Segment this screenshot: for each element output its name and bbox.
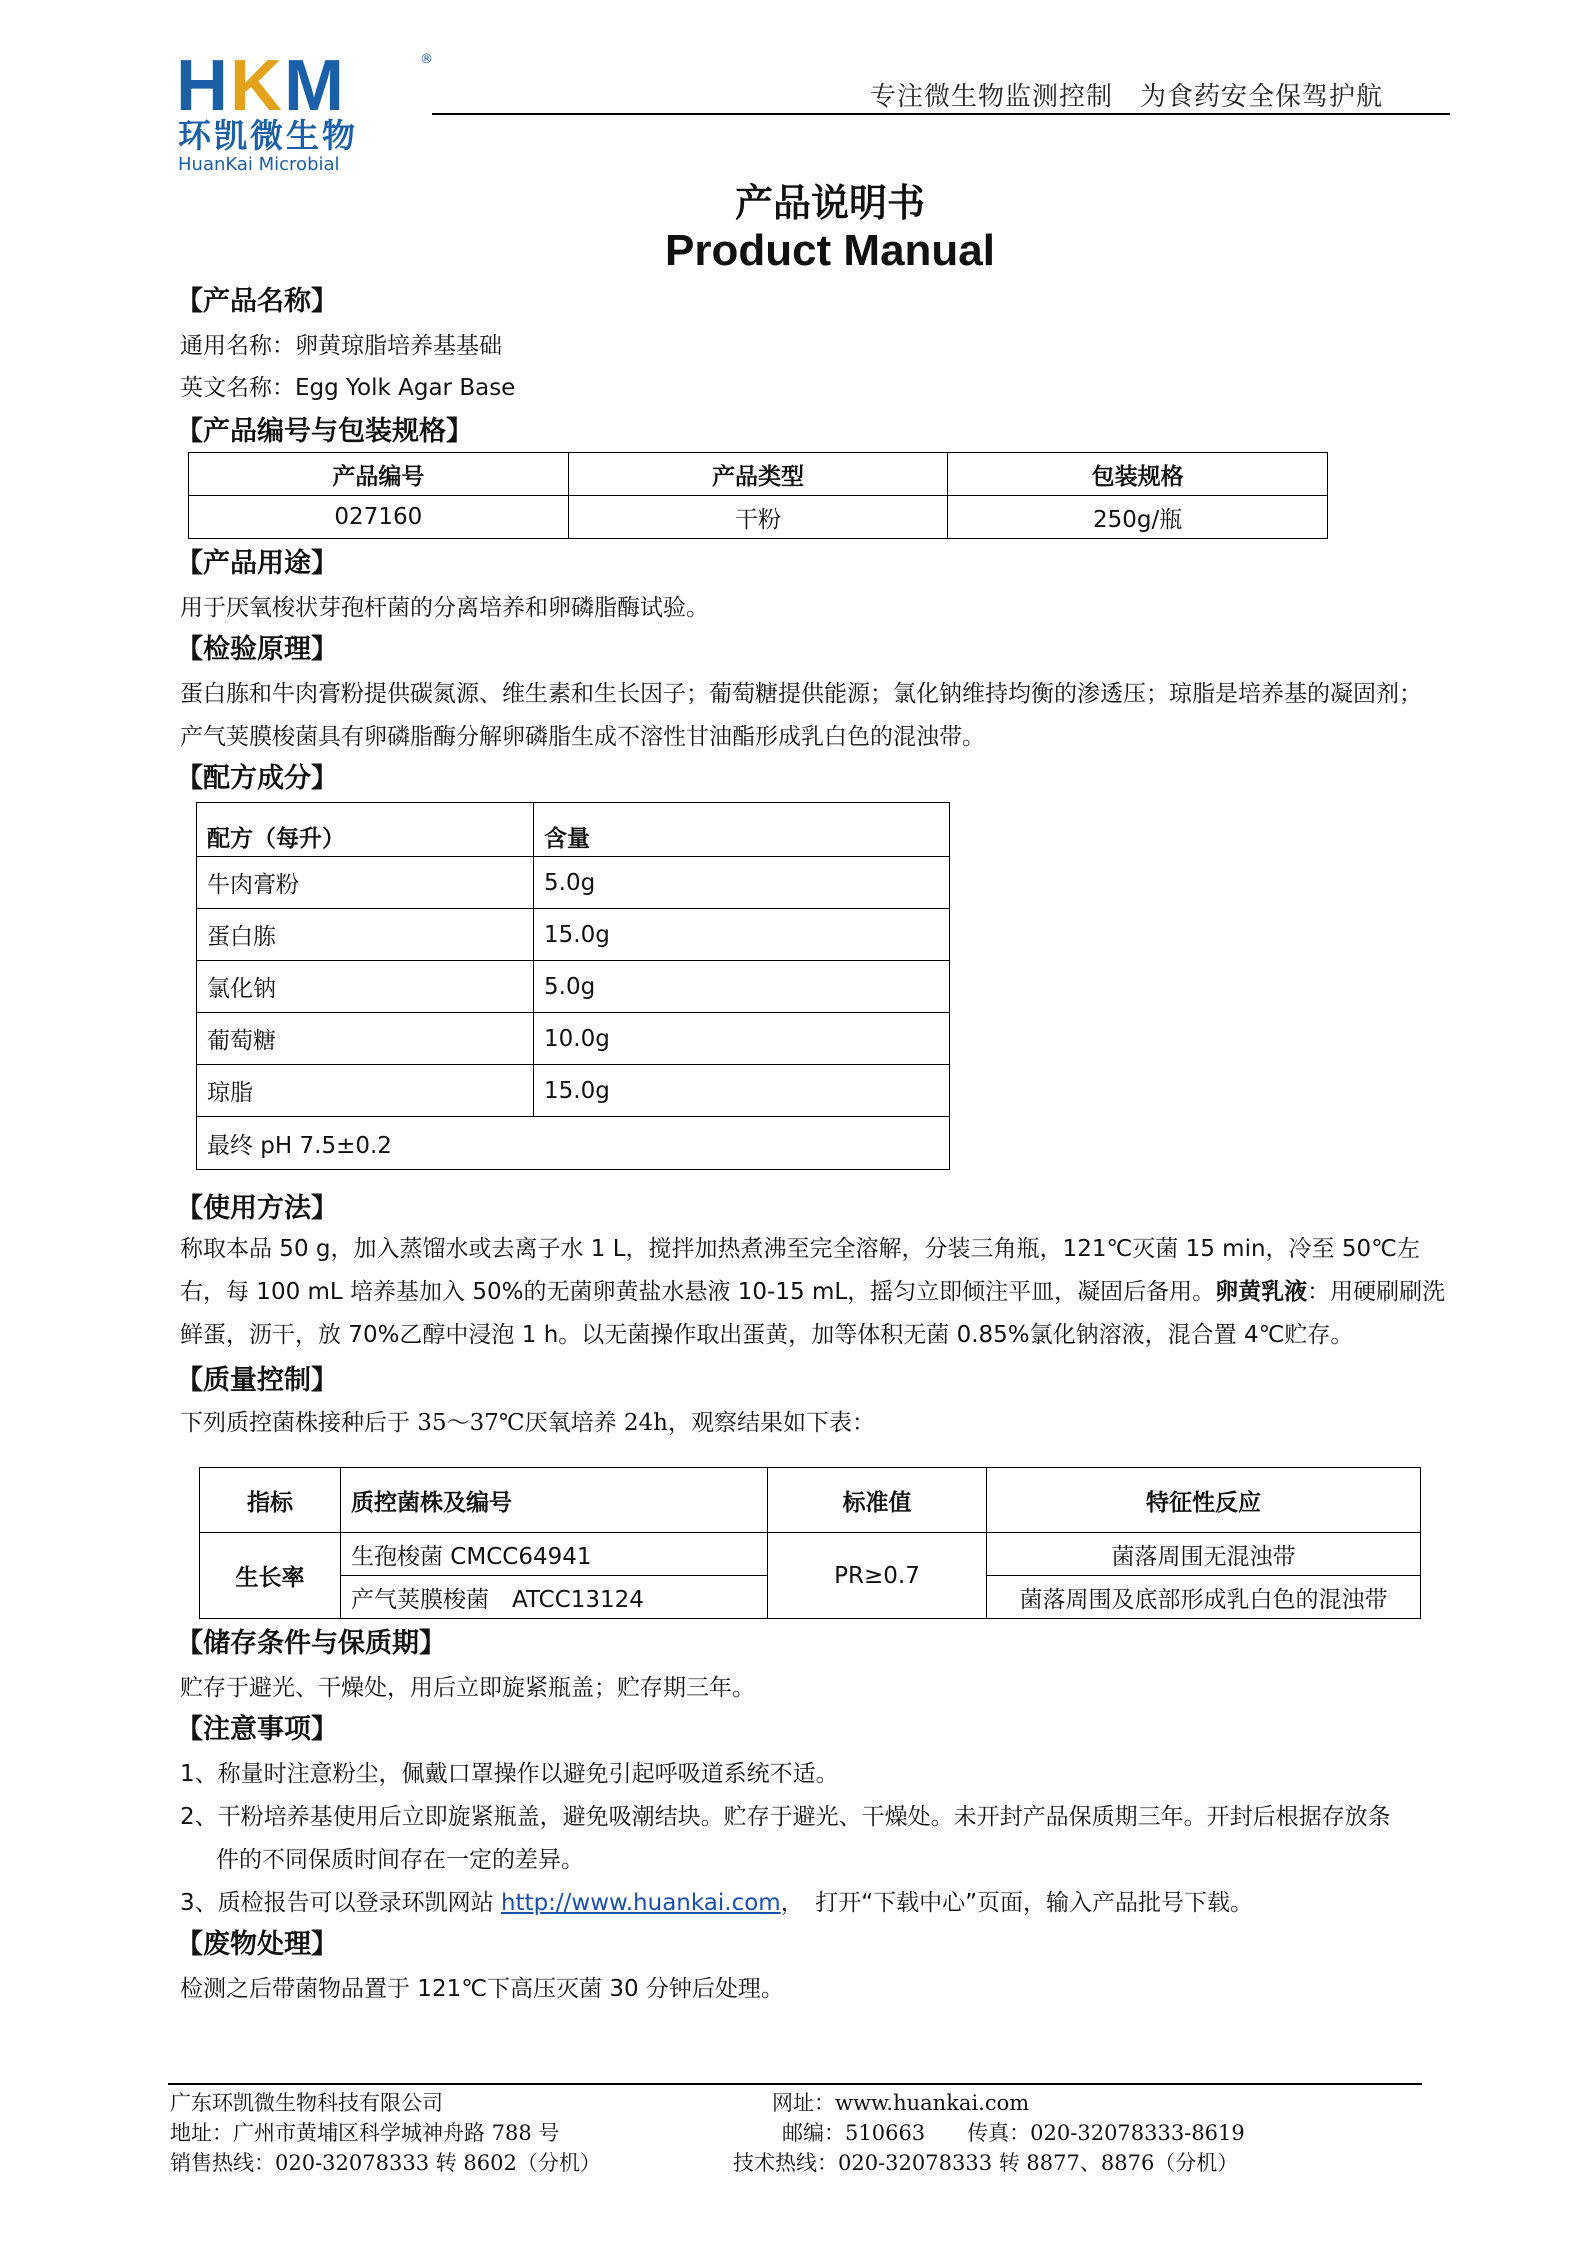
formula-table [196, 802, 950, 1170]
footer-address: 地址：广州市黄埔区科学城神舟路 788 号 [170, 2121, 560, 2145]
table-row [197, 857, 950, 909]
logo-registered-mark: ® [420, 52, 433, 67]
ingredient-amount: 10.0g [534, 1013, 950, 1065]
table-row [197, 1013, 950, 1065]
qc-reaction: 菌落周围及底部形成乳白色的混浊带 [987, 1576, 1421, 1619]
footer-website: 网址：www.huankai.com [772, 2091, 1030, 2115]
note-2-line-2: 件的不同保质时间存在一定的差异。 [216, 1847, 584, 1873]
ingredient-name: 蛋白胨 [197, 909, 534, 961]
logo-letters: HKM [176, 46, 346, 126]
table-header-row [197, 803, 950, 857]
method-text [180, 1228, 1452, 1357]
ingredient-amount: 5.0g [534, 857, 950, 909]
footer-postcode-fax: 邮编：510663 传真：020-32078333-8619 [782, 2121, 1245, 2145]
qc-reaction: 菌落周围无混浊带 [987, 1533, 1421, 1576]
ingredient-name: 葡萄糖 [197, 1013, 534, 1065]
qc-intro: 下列质控菌株接种后于 35～37℃厌氧培养 24h，观察结果如下表： [180, 1410, 875, 1436]
section-heading-packaging: 【产品编号与包装规格】 [176, 416, 473, 447]
logo-english-name: HuanKai Microbial [178, 154, 340, 175]
table-row [197, 961, 950, 1013]
header-cell: 质控菌株及编号 [341, 1468, 768, 1533]
section-heading-formula: 【配方成分】 [176, 763, 338, 794]
qc-strain: 产气荚膜梭菌 ATCC13124 [341, 1576, 768, 1619]
storage-text: 贮存于避光、干燥处，用后立即旋紧瓶盖；贮存期三年。 [180, 1675, 755, 1701]
note-2-line-1: 2、干粉培养基使用后立即旋紧瓶盖，避免吸潮结块。贮存于避光、干燥处。未开封产品保质期三年。开封后根据存放条 [180, 1804, 1391, 1830]
table-row [197, 1117, 950, 1170]
quality-control-table [199, 1467, 1421, 1619]
principle-line-2: 产气荚膜梭菌具有卵磷脂酶分解卵磷脂生成不溶性甘油酯形成乳白色的混浊带。 [180, 724, 985, 750]
header-cell: 指标 [200, 1468, 341, 1533]
footer-sales-hotline: 销售热线：020-32078333 转 8602（分机） [170, 2151, 601, 2175]
section-heading-product-name: 【产品名称】 [176, 286, 338, 317]
disposal-text: 检测之后带菌物品置于 121℃下高压灭菌 30 分钟后处理。 [180, 1976, 784, 2002]
table-header-row [200, 1468, 1421, 1533]
footer-tech-hotline: 技术热线：020-32078333 转 8877、8876（分机） [733, 2151, 1239, 2175]
section-heading-disposal: 【废物处理】 [176, 1929, 338, 1960]
note-3-text-1: 3、质检报告可以登录环凯网站 [180, 1890, 501, 1916]
page-title-cn: 产品说明书 [734, 181, 925, 225]
header-cell: 含量 [534, 803, 950, 857]
footer-divider [168, 2083, 1422, 2085]
header-cell: 产品类型 [568, 453, 948, 496]
ingredient-amount: 15.0g [534, 909, 950, 961]
table-row [189, 496, 1328, 539]
note-3-text-2: ， 打开“下载中心”页面，输入产品批号下载。 [780, 1890, 1254, 1916]
table-header-row [189, 453, 1328, 496]
header-cell: 包装规格 [948, 453, 1328, 496]
logo-chinese-name: 环凯微生物 [178, 116, 358, 155]
section-heading-storage: 【储存条件与保质期】 [176, 1628, 446, 1659]
header-divider [432, 113, 1450, 115]
note-3 [180, 1887, 1253, 1919]
final-ph: 最终 pH 7.5±0.2 [197, 1117, 950, 1170]
ingredient-amount: 5.0g [534, 961, 950, 1013]
ingredient-name: 琼脂 [197, 1065, 534, 1117]
section-heading-method: 【使用方法】 [176, 1193, 338, 1224]
ingredient-name: 牛肉膏粉 [197, 857, 534, 909]
section-heading-principle: 【检验原理】 [176, 634, 338, 665]
company-logo [176, 46, 436, 175]
english-name: 英文名称：Egg Yolk Agar Base [180, 375, 516, 401]
table-row [197, 909, 950, 961]
qc-strain: 生孢梭菌 CMCC64941 [341, 1533, 768, 1576]
header-cell: 特征性反应 [987, 1468, 1421, 1533]
header-slogan: 专注微生物监测控制 为食药安全保驾护航 [870, 82, 1384, 112]
qc-standard: PR≥0.7 [768, 1533, 987, 1619]
table-row [200, 1533, 1421, 1576]
section-heading-notes: 【注意事项】 [176, 1714, 338, 1745]
section-heading-quality-control: 【质量控制】 [176, 1365, 338, 1396]
product-type: 干粉 [568, 496, 948, 539]
common-name: 通用名称：卵黄琼脂培养基基础 [180, 333, 502, 359]
package-size: 250g/瓶 [948, 496, 1328, 539]
packaging-table [188, 452, 1328, 539]
header-cell: 产品编号 [189, 453, 569, 496]
principle-line-1: 蛋白胨和牛肉膏粉提供碳氮源、维生素和生长因子；葡萄糖提供能源；氯化钠维持均衡的渗透压；琼脂是培养基的凝固剂； [180, 681, 1422, 707]
table-row [197, 1065, 950, 1117]
footer-company: 广东环凯微生物科技有限公司 [170, 2091, 443, 2115]
ingredient-name: 氯化钠 [197, 961, 534, 1013]
header-cell: 配方（每升） [197, 803, 534, 857]
note-1: 1、称量时注意粉尘，佩戴口罩操作以避免引起呼吸道系统不适。 [180, 1761, 839, 1787]
method-text-part-1: 称取本品 50 g，加入蒸馏水或去离子水 1 L，搅拌加热煮沸至完全溶解，分装三角瓶，121℃灭菌 15 min，冷至 50℃左右，每 100 mL 培养基加入 50%的无菌卵黄盐水悬液 10-15 mL，摇匀立即倾注平皿，凝固后备用。 [180, 1236, 1420, 1305]
product-code: 027160 [189, 496, 569, 539]
page-title-en: Product Manual [664, 226, 996, 275]
ingredient-amount: 15.0g [534, 1065, 950, 1117]
section-heading-usage: 【产品用途】 [176, 548, 338, 579]
website-link[interactable]: http://www.huankai.com [500, 1890, 781, 1916]
usage-text: 用于厌氧梭状芽孢杆菌的分离培养和卵磷脂酶试验。 [180, 595, 709, 621]
egg-yolk-emulsion-label: 卵黄乳液 [1215, 1279, 1308, 1305]
method-text-part-2: ：用硬刷刷洗鲜蛋，沥干，放 70%乙醇中浸泡 1 h。以无菌操作取出蛋黄，加等体积无菌 0.85%氯化钠溶液，混合置 4℃贮存。 [180, 1279, 1446, 1348]
header-cell: 标准值 [768, 1468, 987, 1533]
qc-indicator: 生长率 [200, 1533, 341, 1619]
